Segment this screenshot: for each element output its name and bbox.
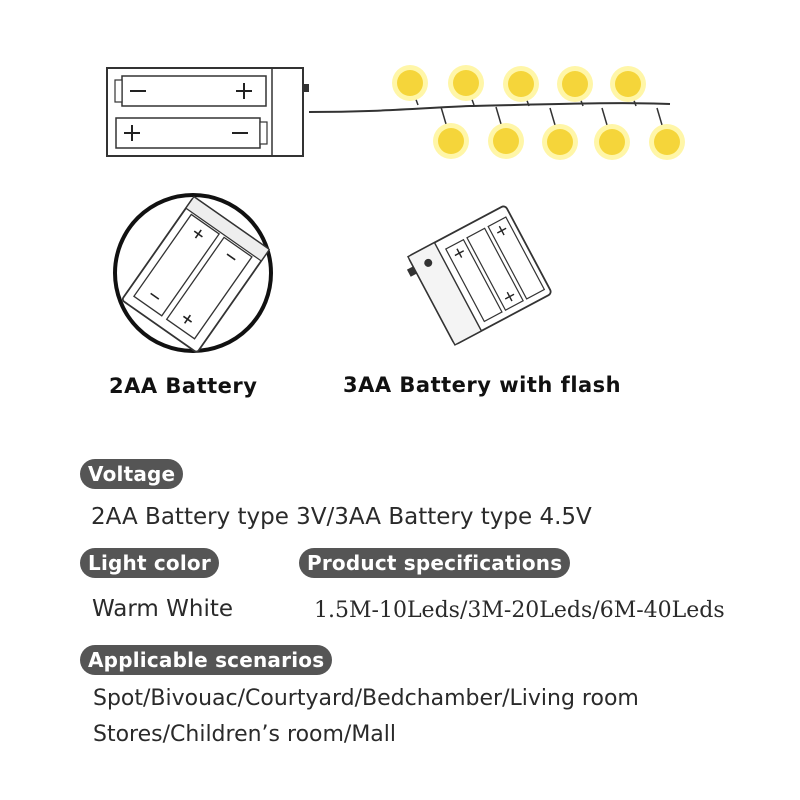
- battery-caption-2aa: 2AA Battery: [109, 374, 258, 398]
- led-bulb: [493, 128, 519, 154]
- 3aa-battery-illustration: [402, 205, 552, 348]
- battery-box-illustration: [107, 68, 309, 156]
- applicable-scenarios-line-1: Spot/Bivouac/Courtyard/Bedchamber/Living room: [93, 686, 639, 711]
- led-string: [392, 65, 685, 160]
- led-bulb: [654, 129, 680, 155]
- product-specifications-value: 1.5M-10Leds/3M-20Leds/6M-40Leds: [314, 598, 725, 623]
- led-bulb: [615, 71, 641, 97]
- applicable-scenarios-heading: Applicable scenarios: [80, 645, 332, 675]
- led-bulb: [438, 128, 464, 154]
- 2aa-battery-illustration: [115, 195, 271, 353]
- led-bulb: [562, 71, 588, 97]
- battery-caption-3aa: 3AA Battery with flash: [343, 373, 622, 397]
- led-bulb: [508, 71, 534, 97]
- light-color-value: Warm White: [92, 596, 234, 622]
- product-specifications-heading: Product specifications: [299, 548, 570, 578]
- led-bulb: [453, 70, 479, 96]
- voltage-heading: Voltage: [80, 459, 183, 489]
- light-color-heading: Light color: [80, 548, 219, 578]
- led-bulb: [547, 129, 573, 155]
- voltage-value: 2AA Battery type 3V/3AA Battery type 4.5V: [91, 504, 592, 530]
- led-bulb: [397, 70, 423, 96]
- led-wire: [309, 103, 670, 112]
- led-bulb: [599, 129, 625, 155]
- applicable-scenarios-line-2: Stores/Children’s room/Mall: [93, 722, 397, 747]
